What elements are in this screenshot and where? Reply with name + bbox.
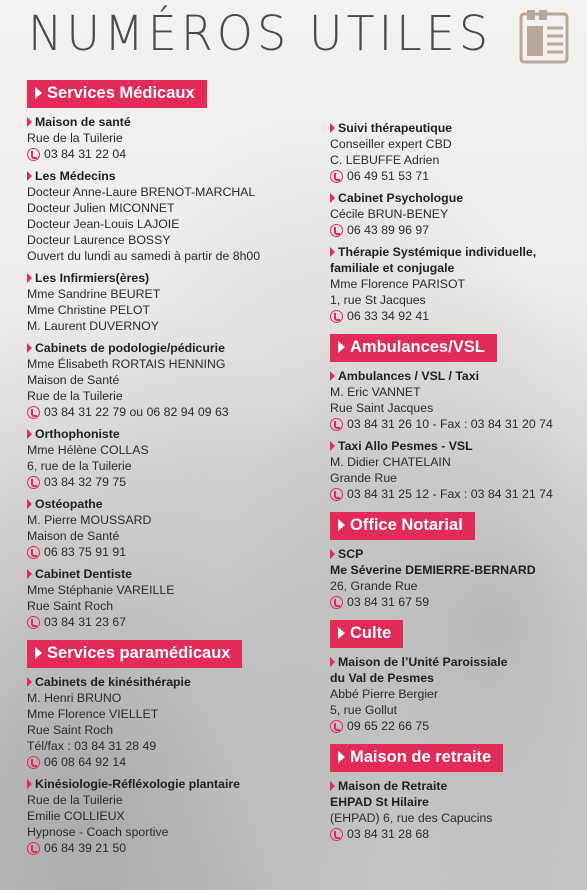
triangle-marker-icon [35,647,42,659]
phone-icon [27,616,40,629]
entry-title-line2: familiale et conjugale [330,261,455,275]
contact-entry [330,546,575,610]
section-header [330,334,497,362]
phone-number-text[interactable]: 03 84 31 25 12 - Fax : 03 84 31 21 74 [347,487,553,501]
entry-title-text: Maison de Retraite [338,779,448,793]
entry-line: Rue Saint Roch [27,723,114,737]
phone-number[interactable] [330,416,575,432]
contact-entry [330,120,575,184]
entry-line: M. Laurent DUVERNOY [27,319,159,333]
phone-number[interactable] [27,614,307,630]
phone-number[interactable] [27,404,307,420]
bullet-marker-icon [330,193,335,203]
entry-line: Rue de la Tuilerie [27,793,123,807]
section-header [27,80,207,108]
entry-line: Mme Hélène COLLAS [27,443,149,457]
entry-line: Rue Saint Roch [27,599,114,613]
section-header [330,744,503,772]
entry-line: 1, rue St Jacques [330,293,426,307]
entry-title [27,776,307,792]
triangle-marker-icon [338,627,345,639]
entry-line: Mme Sandrine BEURET [27,287,161,301]
contact-entry [27,114,307,162]
phone-icon [330,488,343,501]
phone-number-text[interactable]: 03 84 32 79 75 [44,475,127,489]
entry-line: Abbé Pierre Bergier [330,687,438,701]
phone-icon [27,546,40,559]
phone-number[interactable] [27,474,307,490]
contact-entry [330,778,575,842]
entry-title [330,368,575,384]
contact-entry [27,340,307,420]
entry-line: C. LEBUFFE Adrien [330,153,440,167]
section-header [330,620,403,648]
entry-title-text: Ambulances / VSL / Taxi [338,369,480,383]
phone-icon [330,310,343,323]
phone-number-text[interactable]: 06 43 89 96 97 [347,223,430,237]
entry-line: Mme Florence VIELLET [27,707,159,721]
phone-number-text[interactable]: 06 49 51 53 71 [347,169,430,183]
entry-line: 5, rue Gollut [330,703,397,717]
entry-line: Docteur Jean-Louis LAJOIE [27,217,180,231]
contact-entry [27,674,307,770]
section-header-label: Office Notarial [350,516,463,534]
entry-title-text: Les Médecins [35,169,116,183]
entry-title-text: Cabinet Dentiste [35,567,133,581]
entry-line: Docteur Anne-Laure BRENOT-MARCHAL [27,185,256,199]
bullet-marker-icon [27,569,32,579]
phone-icon [27,842,40,855]
bullet-marker-icon [330,549,335,559]
bullet-marker-icon [27,273,32,283]
section-header-label: Maison de retraite [350,748,492,766]
entry-line: Ouvert du lundi au samedi à partir de 8h00 [27,249,261,263]
entry-line: Mme Stéphanie VAREILLE [27,583,175,597]
entry-line: M. Didier CHATELAIN [330,455,451,469]
bullet-marker-icon [330,371,335,381]
entry-title-text: Kinésiologie-Réfléxologie plantaire [35,777,240,791]
phone-number-text[interactable]: 06 84 39 21 50 [44,841,127,855]
bullet-marker-icon [27,117,32,127]
section [330,120,575,324]
entry-title [27,674,307,690]
contact-entry [330,368,575,432]
entry-title [27,496,307,512]
entry-line: Docteur Julien MICONNET [27,201,175,215]
entry-line: Rue de la Tuilerie [27,131,123,145]
phone-number[interactable] [27,840,307,856]
phone-number-text[interactable]: 03 84 31 22 79 ou 06 82 94 09 63 [44,405,229,419]
entry-line: M. Eric VANNET [330,385,421,399]
entry-line: Grande Rue [330,471,397,485]
section-header [330,512,475,540]
section [330,744,575,842]
entry-line: (EHPAD) 6, rue des Capucins [330,811,493,825]
phone-number[interactable] [330,308,575,324]
contact-entry [27,270,307,334]
entry-title-text: Cabinets de kinésithérapie [35,675,191,689]
entry-line: Mme Élisabeth RORTAIS HENNING [27,357,226,371]
entry-title-text: Les Infirmiers(ères) [35,271,150,285]
entry-line: Rue Saint Jacques [330,401,434,415]
phone-number-text[interactable]: 03 84 31 22 04 [44,147,127,161]
phone-number-text[interactable]: 03 84 31 28 68 [347,827,430,841]
left-column [27,80,307,866]
triangle-marker-icon [338,751,345,763]
phone-icon [330,224,343,237]
page-title: NUMÉROS UTILES [28,4,493,62]
triangle-marker-icon [35,87,42,99]
contact-entry [27,566,307,630]
bullet-marker-icon [330,441,335,451]
phone-number[interactable] [27,544,307,560]
phone-number-text[interactable]: 09 65 22 66 75 [347,719,430,733]
section-header-label: Services Médicaux [47,84,195,102]
entry-title-text: Taxi Allo Pesmes - VSL [338,439,473,453]
phone-icon [27,476,40,489]
entry-line: Hypnose - Coach sportive [27,825,169,839]
contact-entry [330,654,575,734]
entry-title [27,270,307,286]
section-header [27,640,242,668]
contact-entry [27,426,307,490]
phone-icon [330,596,343,609]
bullet-marker-icon [27,343,32,353]
phone-number[interactable] [330,718,575,734]
section-header-label: Culte [350,624,392,642]
phone-number-text[interactable]: 06 08 64 92 14 [44,755,127,769]
entry-line: M. Pierre MOUSSARD [27,513,152,527]
phone-icon [27,756,40,769]
entry-title-text: Suivi thérapeutique [338,121,453,135]
entry-title [330,546,575,562]
phone-number[interactable] [27,146,307,162]
right-column [330,120,575,852]
entry-title-text: Cabinets de podologie/pédicurie [35,341,225,355]
phone-icon [27,406,40,419]
entry-title [27,566,307,582]
entry-title [330,120,575,136]
entry-line: Tél/fax : 03 84 31 28 49 [27,739,157,753]
section [27,80,307,630]
entry-title [330,778,575,794]
phone-number-text[interactable]: 03 84 31 67 59 [347,595,430,609]
entry-title [330,438,575,454]
phone-icon [330,720,343,733]
section-header-label: Ambulances/VSL [350,338,485,356]
entry-line: Rue de la Tuilerie [27,389,123,403]
phone-icon [27,148,40,161]
entry-title-line2: EHPAD St Hilaire [330,795,429,809]
bullet-marker-icon [27,171,32,181]
entry-line: Mme Christine PELOT [27,303,150,317]
bullet-marker-icon [27,429,32,439]
bullet-marker-icon [330,781,335,791]
document-icon [519,8,571,66]
entry-title [330,244,575,260]
section-header-label: Services paramédicaux [47,644,231,662]
section [330,334,575,502]
phone-number-text[interactable]: 03 84 31 26 10 - Fax : 03 84 31 20 74 [347,417,553,431]
entry-title-text: Thérapie Systémique individuelle, [338,245,537,259]
triangle-marker-icon [338,341,345,353]
phone-icon [330,828,343,841]
bullet-marker-icon [27,499,32,509]
triangle-marker-icon [338,519,345,531]
contact-entry [330,190,575,238]
entry-title [27,426,307,442]
entry-line: Cécile BRUN-BENEY [330,207,449,221]
phone-number-text[interactable]: 03 84 31 23 67 [44,615,127,629]
entry-title [27,168,307,184]
bullet-marker-icon [27,779,32,789]
bullet-marker-icon [27,677,32,687]
entry-line: 6, rue de la Tuilerie [27,459,132,473]
phone-number[interactable] [330,222,575,238]
phone-number[interactable] [330,486,575,502]
entry-line: M. Henri BRUNO [27,691,122,705]
section [330,512,575,610]
phone-number[interactable] [330,168,575,184]
contact-entry [27,168,307,264]
entry-line: Emilie COLLIEUX [27,809,125,823]
contact-entry [330,438,575,502]
section [27,640,307,856]
entry-title-text: Maison de l’Unité Paroissiale [338,655,508,669]
phone-number[interactable] [330,826,575,842]
bullet-marker-icon [330,123,335,133]
entry-title-text: Ostéopathe [35,497,103,511]
entry-line: 26, Grande Rue [330,579,418,593]
entry-line: Mme Florence PARISOT [330,277,466,291]
entry-line: Maison de Santé [27,373,120,387]
section [330,620,575,734]
contact-entry [330,244,575,324]
entry-title-text: Orthophoniste [35,427,120,441]
phone-icon [330,418,343,431]
entry-title [27,114,307,130]
bullet-marker-icon [330,247,335,257]
entry-title-text: SCP [338,547,364,561]
entry-line: Conseiller expert CBD [330,137,452,151]
phone-number-text[interactable]: 06 83 75 91 91 [44,545,127,559]
entry-title-line2: Me Séverine DEMIERRE-BERNARD [330,563,536,577]
entry-line: Docteur Laurence BOSSY [27,233,171,247]
phone-number-text[interactable]: 06 33 34 92 41 [347,309,430,323]
entry-line: Maison de Santé [27,529,120,543]
entry-title [330,654,575,670]
phone-icon [330,170,343,183]
contact-entry [27,496,307,560]
entry-title-text: Maison de santé [35,115,131,129]
entry-title [330,190,575,206]
bullet-marker-icon [330,657,335,667]
contact-entry [27,776,307,856]
phone-number[interactable] [27,754,307,770]
entry-title [27,340,307,356]
entry-title-line2: du Val de Pesmes [330,671,434,685]
phone-number[interactable] [330,594,575,610]
entry-title-text: Cabinet Psychologue [338,191,464,205]
